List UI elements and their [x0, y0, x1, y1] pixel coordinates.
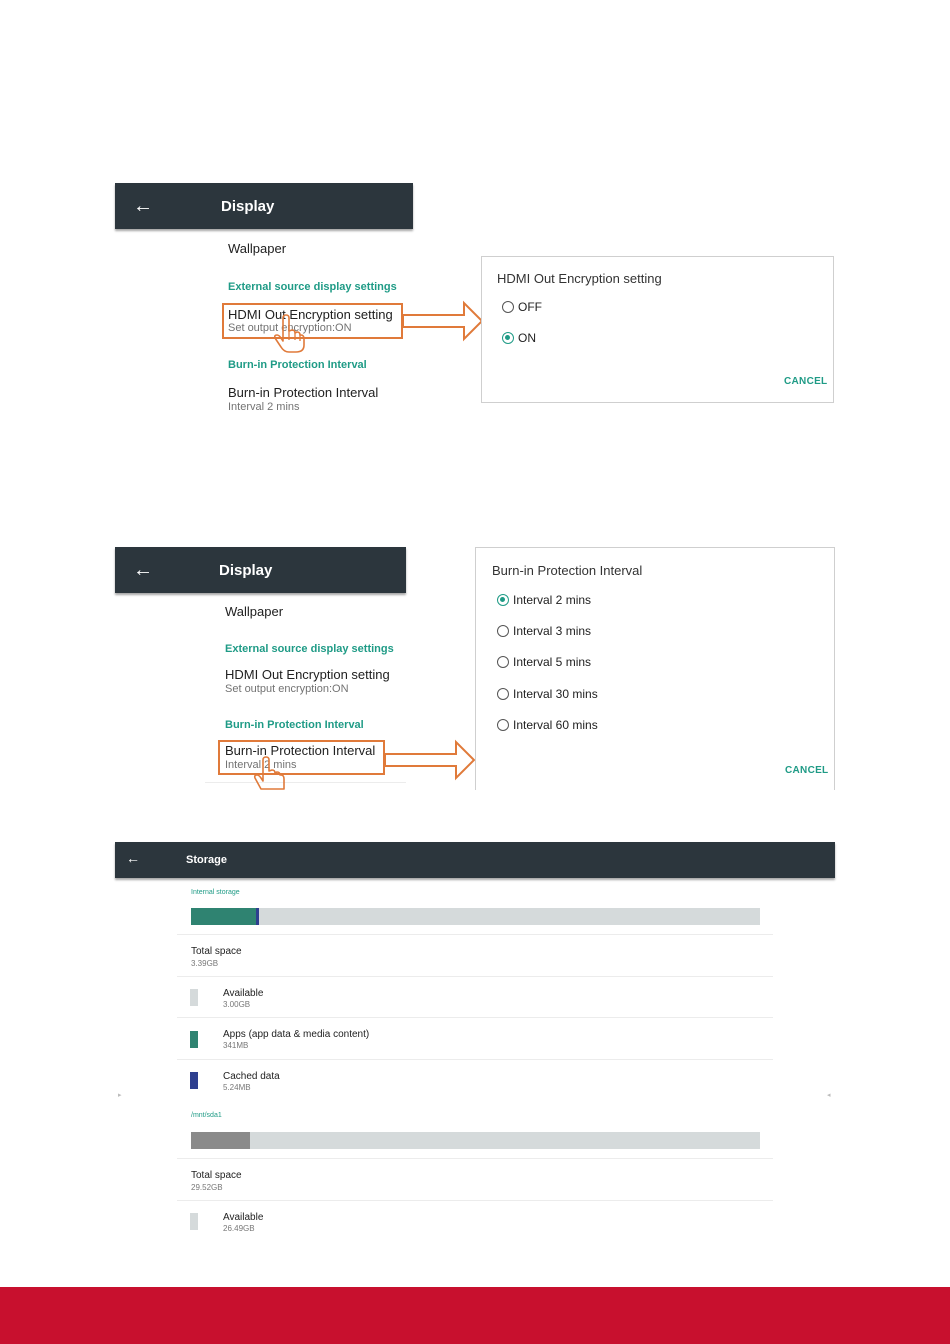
- apps-swatch: [190, 1031, 198, 1048]
- list-divider: [177, 1017, 773, 1018]
- hdmi-item-title: HDMI Out Encryption setting: [228, 307, 393, 322]
- option-interval-2-label[interactable]: Interval 2 mins: [513, 593, 592, 607]
- back-arrow-icon[interactable]: ←: [133, 559, 153, 581]
- cancel-button[interactable]: CANCEL: [784, 376, 828, 387]
- cached-value: 5.24MB: [223, 1083, 251, 1092]
- internal-storage-label: Internal storage: [191, 889, 240, 896]
- list-divider: [205, 782, 406, 783]
- dialog-title: HDMI Out Encryption setting: [497, 271, 662, 286]
- total-space-title: Total space: [191, 946, 242, 957]
- list-divider: [177, 1158, 773, 1159]
- burnin-item-title: Burn-in Protection Interval: [225, 743, 376, 758]
- available-swatch: [190, 989, 198, 1006]
- cached-title: Cached data: [223, 1071, 280, 1082]
- cached-usage-fill: [256, 908, 259, 925]
- available-title: Available: [223, 988, 264, 999]
- radio-interval-5[interactable]: [497, 656, 509, 668]
- highlight-box: [222, 303, 403, 339]
- burnin-item-title: Burn-in Protection Interval: [228, 385, 379, 400]
- list-divider: [177, 1059, 773, 1060]
- menu-item-wallpaper[interactable]: Wallpaper: [228, 241, 287, 256]
- storage-appbar: [115, 842, 835, 878]
- apps-title: Apps (app data & media content): [223, 1029, 370, 1040]
- cached-swatch: [190, 1072, 198, 1089]
- apps-value: 341MB: [223, 1041, 249, 1050]
- back-arrow-icon[interactable]: ←: [126, 850, 140, 866]
- page-title: Display: [219, 562, 273, 579]
- radio-interval-30[interactable]: [497, 688, 509, 700]
- option-off-label[interactable]: OFF: [518, 300, 542, 314]
- menu-item-wallpaper[interactable]: Wallpaper: [225, 604, 284, 619]
- list-divider: [177, 934, 773, 935]
- available-swatch: [190, 1213, 198, 1230]
- option-interval-5-label[interactable]: Interval 5 mins: [513, 655, 592, 669]
- scroll-left-icon[interactable]: ▸: [118, 1092, 122, 1099]
- option-interval-60-label[interactable]: Interval 60 mins: [513, 718, 598, 732]
- scroll-right-icon[interactable]: ◂: [827, 1092, 831, 1099]
- usb-usage-bar: [191, 1132, 760, 1149]
- cancel-button[interactable]: CANCEL: [785, 765, 829, 776]
- display-appbar: [115, 547, 406, 593]
- radio-interval-2[interactable]: [497, 594, 509, 606]
- hdmi-item-subtitle: Set output encryption:ON: [225, 683, 349, 695]
- usb-storage-label: /mnt/sda1: [191, 1112, 222, 1119]
- pointer-arrow-icon: [384, 739, 476, 781]
- pointing-hand-icon: [250, 756, 286, 790]
- back-arrow-icon[interactable]: ←: [133, 195, 153, 217]
- pointer-arrow-icon: [402, 300, 484, 342]
- page-title: Storage: [186, 854, 227, 866]
- section-external-source: External source display settings: [225, 643, 394, 655]
- option-on-label[interactable]: ON: [518, 331, 536, 345]
- usb-usage-fill: [191, 1132, 250, 1149]
- total-space-value: 3.39GB: [191, 959, 219, 968]
- burnin-dialog: [475, 547, 835, 790]
- available-title: Available: [223, 1212, 264, 1223]
- radio-off[interactable]: [502, 301, 514, 313]
- display-appbar: [115, 183, 413, 229]
- hdmi-item-subtitle: Set output encryption:ON: [228, 322, 352, 334]
- total-space-title: Total space: [191, 1170, 242, 1181]
- page-footer-band: [0, 1287, 950, 1344]
- internal-usage-fill: [191, 908, 256, 925]
- total-space-value: 29.52GB: [191, 1183, 223, 1192]
- list-divider: [177, 1200, 773, 1201]
- section-burnin: Burn-in Protection Interval: [228, 359, 367, 371]
- internal-usage-bar: [191, 908, 760, 925]
- pointing-hand-icon: [270, 314, 306, 354]
- list-divider: [177, 976, 773, 977]
- available-value: 26.49GB: [223, 1224, 255, 1233]
- radio-interval-3[interactable]: [497, 625, 509, 637]
- hdmi-dialog: [481, 256, 834, 403]
- available-value: 3.00GB: [223, 1000, 251, 1009]
- section-burnin: Burn-in Protection Interval: [225, 719, 364, 731]
- burnin-item-subtitle: Interval 2 mins: [228, 401, 300, 413]
- option-interval-3-label[interactable]: Interval 3 mins: [513, 624, 592, 638]
- dialog-title: Burn-in Protection Interval: [492, 563, 643, 578]
- page-title: Display: [221, 198, 275, 215]
- hdmi-item-title: HDMI Out Encryption setting: [225, 667, 390, 682]
- radio-on[interactable]: [502, 332, 514, 344]
- radio-interval-60[interactable]: [497, 719, 509, 731]
- section-external-source: External source display settings: [228, 281, 397, 293]
- burnin-item-subtitle: Interval 2 mins: [225, 759, 297, 771]
- highlight-box: [218, 740, 385, 775]
- option-interval-30-label[interactable]: Interval 30 mins: [513, 687, 598, 701]
